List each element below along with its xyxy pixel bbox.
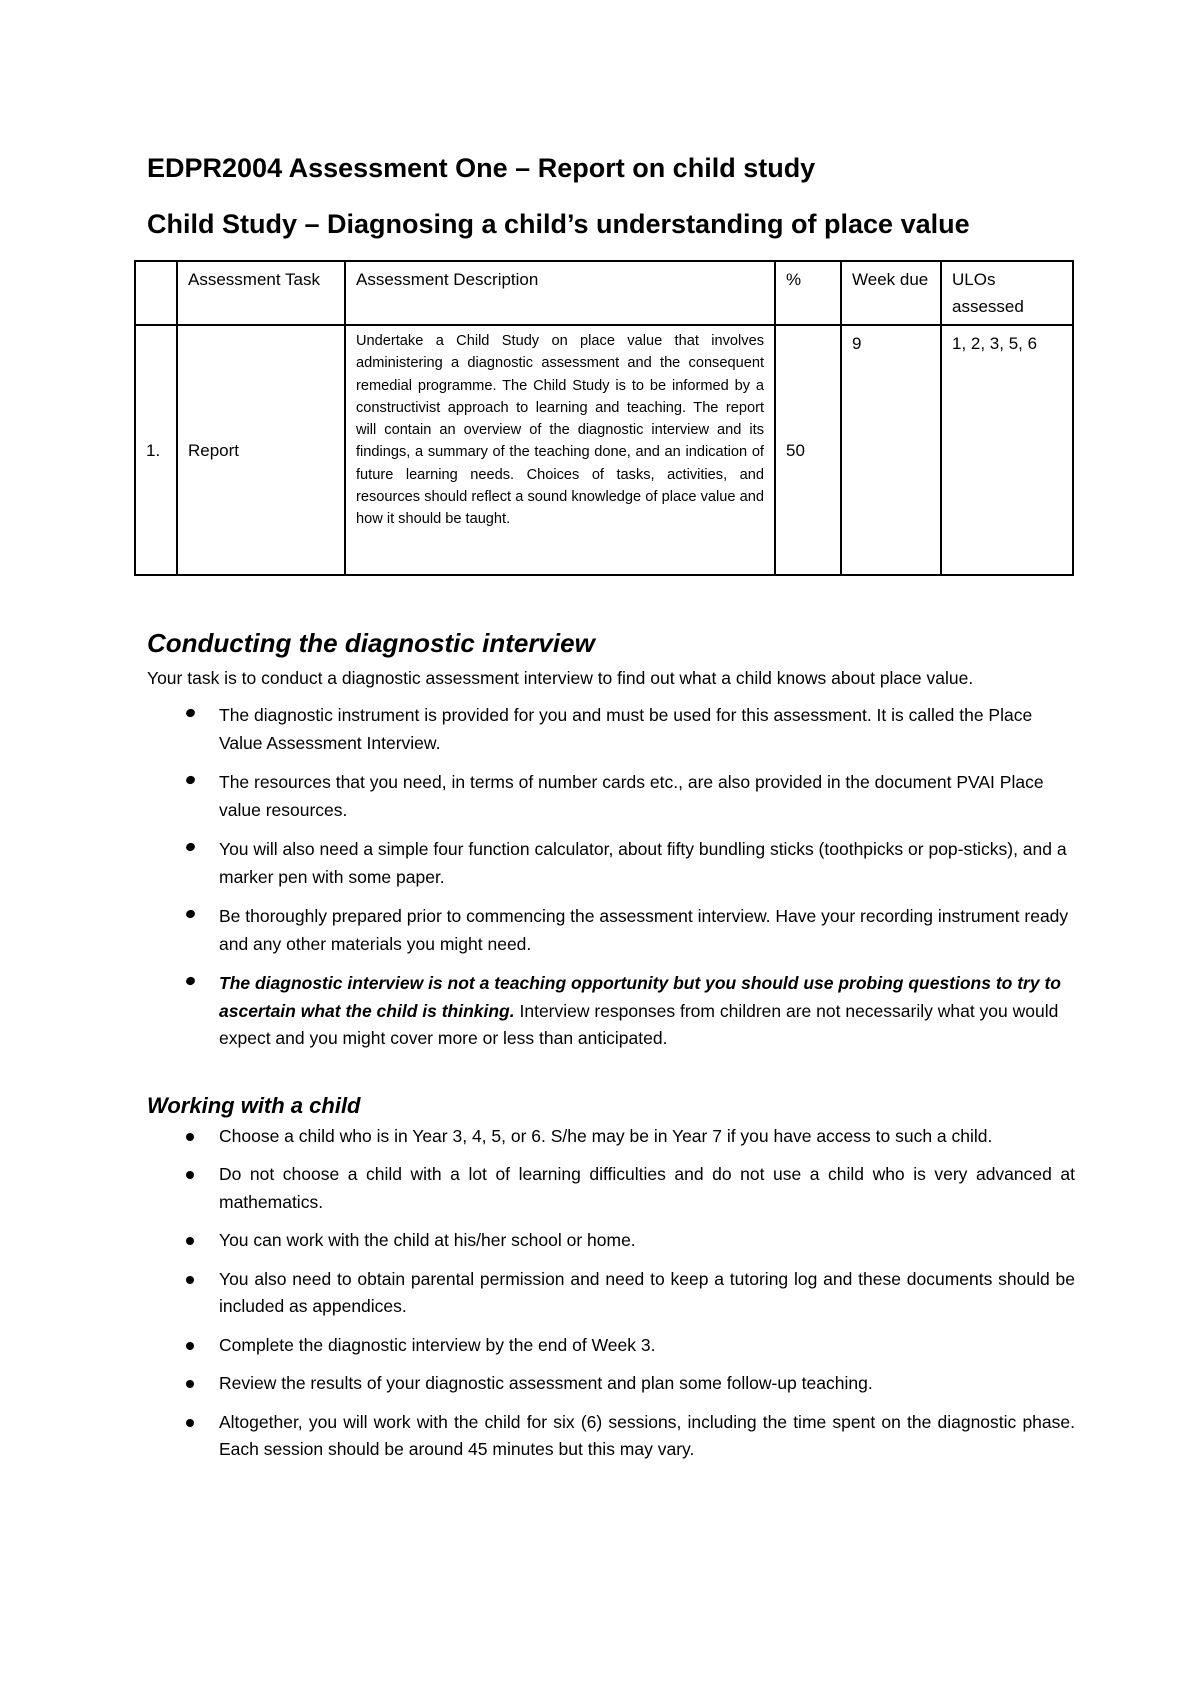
list-item-text: Altogether, you will work with the child for six (6) sessions, including the time spent on the diagnostic phase. Each session should be around 45 minutes but this may vary. [219, 1411, 1075, 1459]
header-number-cell [135, 261, 177, 325]
list-item [147, 1370, 1075, 1398]
list-item [147, 903, 1075, 958]
working-bullet-list [147, 1123, 1075, 1464]
bullet-icon [186, 1171, 194, 1179]
list-item-text: You also need to obtain parental permission and need to keep a tutoring log and these documents should be included as appendices. [219, 1268, 1075, 1316]
bullet-icon [185, 774, 197, 785]
bullet-icon [186, 1380, 194, 1388]
bullet-icon [185, 707, 197, 718]
list-item-text: Interview responses from children are not necessarily what you would expect and you might cover more or less than anticipated. [219, 1000, 1059, 1048]
list-item [147, 1161, 1075, 1216]
bullet-icon [185, 975, 197, 986]
list-item [147, 1123, 1075, 1151]
row-description: Undertake a Child Study on place value that involves administering a diagnostic assessment and the consequent remedial programme. The Child Study is to be informed by a constructivist approach to learning and teaching. The report will contain an overview of the diagnostic interview and its findings, a summary of the teaching done, and an indication of future learning needs. Choices of tasks, activities, and resources should reflect a sound knowledge of place value and how it should be taught. [345, 325, 775, 575]
table-header-row [135, 261, 1073, 325]
section-intro: Your task is to conduct a diagnostic assessment interview to find out what a child knows about place value. [147, 668, 974, 688]
list-item [147, 836, 1075, 891]
list-item-text: The resources that you need, in terms of number cards etc., are also provided in the document PVAI Place value resources. [219, 772, 1044, 820]
list-item [147, 970, 1075, 1053]
row-ulos: 1, 2, 3, 5, 6 [941, 325, 1073, 575]
bullet-icon [185, 841, 197, 852]
header-description: Assessment Description [345, 261, 775, 325]
list-item-text: Review the results of your diagnostic assessment and plan some follow-up teaching. [219, 1373, 873, 1393]
bullet-icon [186, 1237, 194, 1245]
list-item-text: Choose a child who is in Year 3, 4, 5, or 6. S/he may be in Year 7 if you have access to such a child. [219, 1125, 993, 1146]
list-item-text: Complete the diagnostic interview by the end of Week 3. [219, 1334, 656, 1355]
header-week-due: Week due [841, 261, 941, 325]
header-percent: % [775, 261, 841, 325]
table-row [135, 325, 1073, 575]
interview-bullet-list [147, 702, 1075, 1053]
list-item-text: You will also need a simple four function calculator, about fifty bundling sticks (toothpicks or pop-sticks), and a marker pen with some paper. [219, 839, 1067, 887]
list-item [147, 1266, 1075, 1321]
row-task: Report [177, 325, 345, 575]
header-task: Assessment Task [177, 261, 345, 325]
list-item [147, 1332, 1075, 1360]
emphasis-text: The diagnostic interview is not a teaching opportunity but you should use probing questions to try to ascertain what the child is thinking. [219, 973, 1061, 1021]
list-item-text: Be thoroughly prepared prior to commencing the assessment interview. Have your recording instrument ready and any other materials you might need. [219, 906, 1069, 954]
header-ulos: ULOs assessed [941, 261, 1073, 325]
section-heading-interview: Conducting the diagnostic interview [147, 628, 595, 658]
document-title: EDPR2004 Assessment One – Report on child study [147, 153, 816, 183]
list-item [147, 702, 1075, 757]
list-item-text: The diagnostic instrument is provided for you and must be used for this assessment. It is called the Place Value Assessment Interview. [219, 705, 1033, 753]
section-heading-working: Working with a child [147, 1092, 361, 1118]
document-subtitle: Child Study – Diagnosing a child’s understanding of place value [147, 209, 970, 239]
list-item-text: You can work with the child at his/her school or home. [219, 1230, 636, 1250]
document-page [147, 150, 1075, 1475]
bullet-icon [186, 1342, 194, 1350]
row-week-due: 9 [841, 325, 941, 575]
bullet-icon [186, 1276, 194, 1284]
bullet-icon [186, 1133, 194, 1141]
list-item-text: Do not choose a child with a lot of learning difficulties and do not use a child who is very advanced at mathematics. [219, 1164, 1075, 1212]
row-number: 1. [135, 325, 177, 575]
assessment-table [134, 260, 1074, 576]
bullet-icon [186, 1419, 194, 1427]
row-percent: 50 [775, 325, 841, 575]
bullet-icon [185, 908, 197, 919]
list-item [147, 1409, 1075, 1464]
list-item [147, 1227, 1075, 1255]
list-item [147, 769, 1075, 824]
